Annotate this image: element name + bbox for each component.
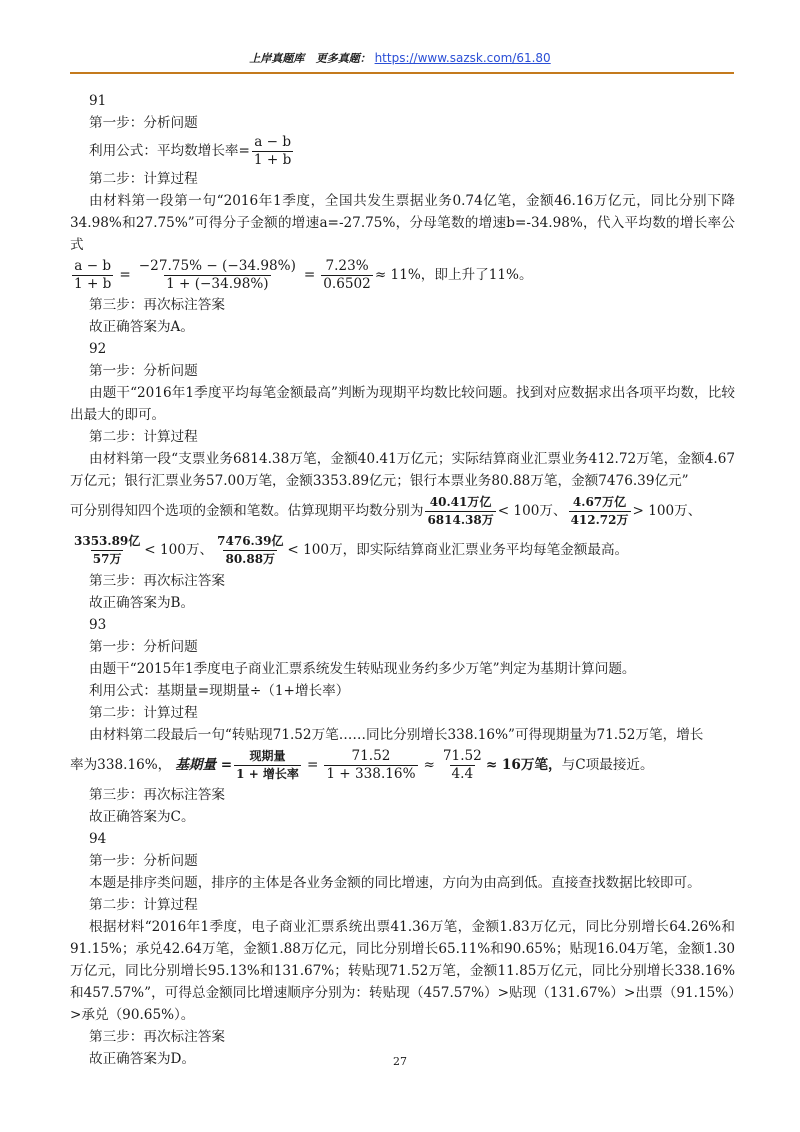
step-heading: 第一步：分析问题 xyxy=(89,853,198,869)
estimate-line xyxy=(70,530,735,570)
fraction xyxy=(321,258,373,293)
calculation-line xyxy=(70,746,735,784)
step-heading: 第二步：计算过程 xyxy=(89,897,198,913)
comparison: > 100万、 xyxy=(632,503,702,519)
fraction xyxy=(425,494,495,529)
denominator: 4.4 xyxy=(451,765,474,782)
equals-sign: = xyxy=(119,267,131,283)
comparison: < 100万、 xyxy=(497,503,567,519)
denominator: 57万 xyxy=(92,551,122,566)
formula-label: 基期量 = xyxy=(175,757,233,773)
header-brand: 上岸真题库 xyxy=(249,52,305,65)
numerator: −27.75% − (−34.98%) xyxy=(138,257,296,274)
denominator: 1 + b xyxy=(253,151,292,168)
page-header xyxy=(0,50,800,66)
calc-result: ≈ 16万笔， xyxy=(485,757,562,773)
paragraph: 由材料第二段最后一句“转贴现71.52万笔……同比分别增长338.16%”可得现期量为71.52万笔，增长 xyxy=(89,727,704,743)
step-heading: 第二步：计算过程 xyxy=(89,171,198,187)
denominator: 1 + 338.16% xyxy=(326,765,416,782)
estimate-intro: 可分别得知四个选项的金额和笔数。估算现期平均数分别为 xyxy=(70,503,424,519)
fraction xyxy=(569,494,631,529)
step-heading: 第一步：分析问题 xyxy=(89,639,198,655)
numerator: 3353.89亿 xyxy=(74,533,141,548)
step-heading: 第三步：再次标注答案 xyxy=(89,787,225,803)
numerator: 40.41万亿 xyxy=(429,494,492,509)
fraction xyxy=(441,748,484,783)
fraction xyxy=(137,258,298,293)
paragraph: 由题干“2015年1季度电子商业汇票系统发生转贴现业务约多少万笔”判定为基期计算问题。 xyxy=(89,661,636,677)
equals-sign: = xyxy=(303,267,316,283)
denominator: 80.88万 xyxy=(225,551,276,566)
step-heading: 第三步：再次标注答案 xyxy=(89,573,225,589)
calc-result: ≈ 11%，即上升了11%。 xyxy=(374,267,533,283)
question-number: 93 xyxy=(89,617,107,633)
denominator: 1 + b xyxy=(74,275,112,292)
document-body xyxy=(70,90,735,1070)
paragraph: 由题干“2016年1季度平均每笔金额最高”判断为现期平均数比较问题。找到对应数据求出各项平均数，比较出最大的即可。 xyxy=(70,385,735,423)
question-number: 94 xyxy=(89,831,107,847)
paragraph: 本题是排序类问题，排序的主体是各业务金额的同比增速，方向为由高到低。直接查找数据比较即可。 xyxy=(89,875,701,891)
answer-text: 故正确答案为D。 xyxy=(89,1051,196,1067)
numerator: 4.67万亿 xyxy=(572,494,627,509)
step-heading: 第二步：计算过程 xyxy=(89,705,198,721)
calc-conclusion: 与C项最接近。 xyxy=(561,757,654,773)
fraction xyxy=(72,533,142,568)
denominator: 1 + (−34.98%) xyxy=(166,275,269,292)
equals-sign: = xyxy=(306,757,319,773)
answer-text: 故正确答案为B。 xyxy=(89,595,195,611)
header-link[interactable]: https://www.sazsk.com/61.80 xyxy=(374,51,551,65)
fraction xyxy=(324,748,417,783)
numerator: 71.52 xyxy=(351,747,391,764)
fraction xyxy=(215,533,285,568)
formula-text: 利用公式：基期量=现期量÷（1+增长率） xyxy=(89,683,350,699)
formula-line xyxy=(70,134,735,168)
paragraph: 由材料第一段“支票业务6814.38万笔，金额40.41万亿元；实际结算商业汇票业务412.72万笔，金额4.67万亿元；银行汇票业务57.00万笔，金额3353.89亿元；银行本票业务80.88万笔，金额7476.39亿元” xyxy=(70,451,735,489)
answer-text: 故正确答案为C。 xyxy=(89,809,195,825)
step-heading: 第二步：计算过程 xyxy=(89,429,198,445)
denominator: 6814.38万 xyxy=(427,512,494,527)
step-heading: 第一步：分析问题 xyxy=(89,363,198,379)
numerator: a − b xyxy=(74,257,112,274)
numerator: 7476.39亿 xyxy=(217,533,284,548)
denominator: 1 + 增长率 xyxy=(236,766,299,781)
step-heading: 第三步：再次标注答案 xyxy=(89,297,225,313)
page-number: 27 xyxy=(393,1055,407,1068)
answer-text: 故正确答案为A。 xyxy=(89,319,194,335)
denominator: 0.6502 xyxy=(323,275,371,292)
fraction xyxy=(72,258,113,293)
numerator: 现期量 xyxy=(249,748,286,763)
step-heading: 第三步：再次标注答案 xyxy=(89,1029,225,1045)
comparison: < 100万，即实际结算商业汇票业务平均每笔金额最高。 xyxy=(287,542,629,558)
formula-fraction xyxy=(252,134,293,169)
question-number: 92 xyxy=(89,341,107,357)
header-more-label: 更多真题： xyxy=(315,52,371,65)
header-rule xyxy=(70,72,734,74)
calculation-line xyxy=(70,256,735,294)
paragraph: 由材料第一段第一句“2016年1季度，全国共发生票据业务0.74亿笔，金额46.16万亿元，同比分别下降34.98%和27.75%”可得分子金额的增速a=-27.75%，分母笔数的增速b=-34.98%，代入平均数的增长率公式 xyxy=(70,193,735,253)
step-heading: 第一步：分析问题 xyxy=(89,115,198,131)
approx-sign: ≈ xyxy=(423,757,435,773)
numerator: a − b xyxy=(254,133,292,150)
calc-intro: 率为338.16%， xyxy=(70,757,172,773)
question-number: 91 xyxy=(89,93,107,109)
formula-label: 利用公式：平均数增长率= xyxy=(89,143,250,159)
fraction xyxy=(234,748,301,783)
denominator: 412.72万 xyxy=(570,512,629,527)
estimate-line xyxy=(70,492,735,530)
numerator: 71.52 xyxy=(442,747,482,764)
paragraph: 根据材料“2016年1季度，电子商业汇票系统出票41.36万笔，金额1.83万亿元，同比分别增长64.26%和91.15%；承兑42.64万笔，金额1.88万亿元，同比分别增长65.11%和90.65%；贴现16.04万笔，金额1.30万亿元，同比分别增长95.13%和131.67%；转贴现71.52万笔，金额11.85万亿元，同比分别增长338.16%和457.57%”，可得总金额同比增速顺序分别为：转贴现（457.57%）>贴现（131.67%）>出票（91.15%）>承兑（90.65%）。 xyxy=(70,919,735,1023)
numerator: 7.23% xyxy=(325,257,369,274)
comparison: < 100万、 xyxy=(144,542,214,558)
